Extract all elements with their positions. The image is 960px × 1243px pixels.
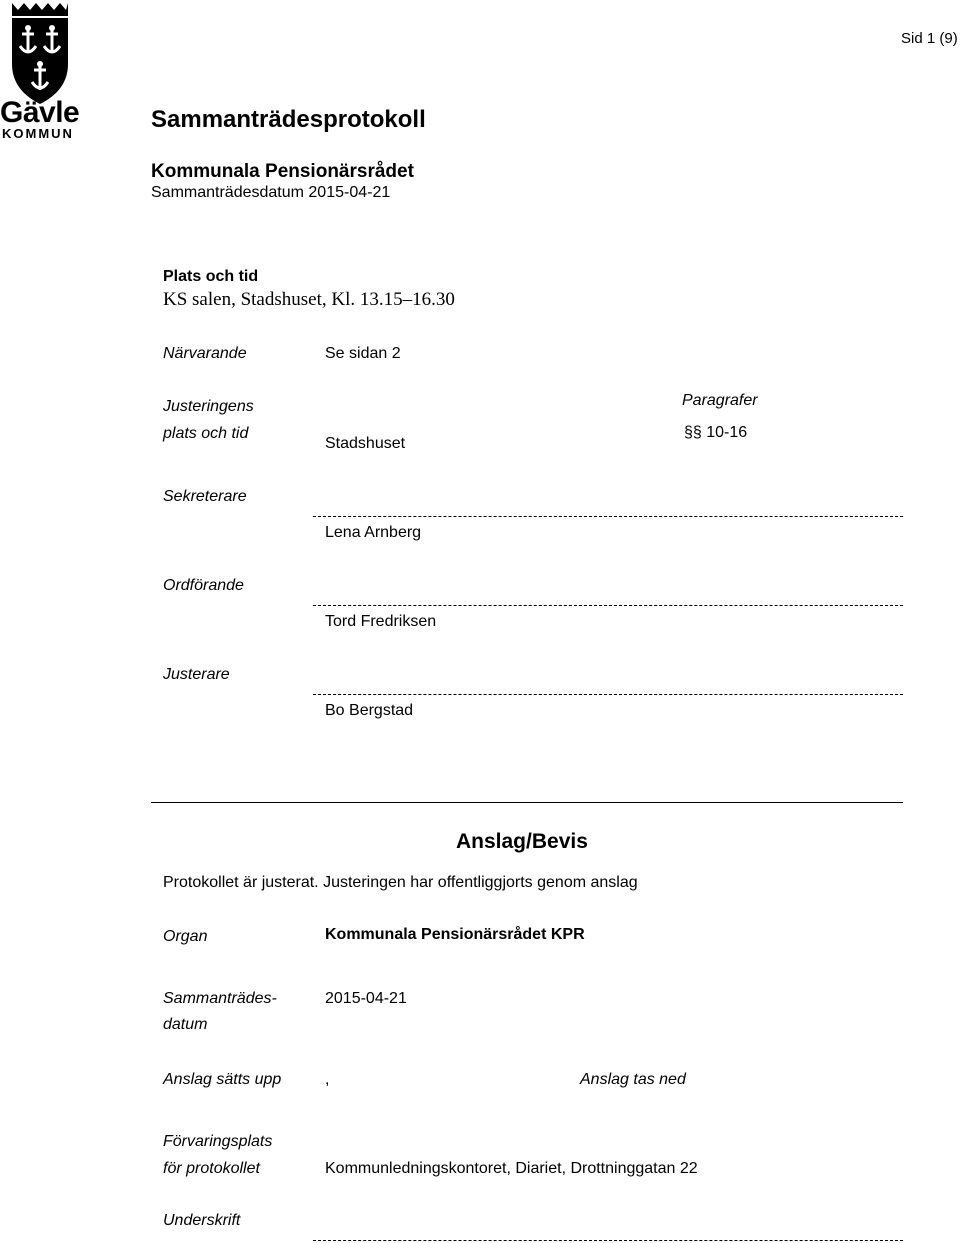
- storage-label-2: för protokollet: [163, 1160, 260, 1177]
- storage-value: Kommunledningskontoret, Diariet, Drottninggatan 22: [325, 1160, 698, 1177]
- signature-line: [313, 605, 903, 606]
- place-time-value: KS salen, Stadshuset, Kl. 13.15–16.30: [163, 289, 455, 310]
- organ-label: Organ: [163, 928, 208, 945]
- logo-name: Gävle: [0, 96, 80, 129]
- signature-line: [313, 694, 903, 695]
- meeting-date-line: Sammanträdesdatum 2015-04-21: [151, 184, 391, 201]
- place-time-label: Plats och tid: [163, 268, 259, 285]
- chairman-label: Ordförande: [163, 577, 244, 594]
- signature-line: [313, 1240, 903, 1241]
- present-label: Närvarande: [163, 345, 247, 362]
- adjustment-value: Stadshuset: [325, 435, 406, 452]
- paragraphs-value: §§ 10-16: [684, 424, 748, 441]
- signature-line: [313, 516, 903, 517]
- date-label-1: Sammanträdes-: [163, 990, 277, 1007]
- adjuster-label: Justerare: [163, 666, 230, 683]
- page-number: Sid 1 (9): [901, 30, 958, 47]
- municipality-logo: [0, 0, 80, 145]
- storage-label-1: Förvaringsplats: [163, 1133, 273, 1150]
- secretary-name: Lena Arnberg: [325, 524, 422, 541]
- organ-value: Kommunala Pensionärsrådet KPR: [325, 926, 585, 943]
- present-value: Se sidan 2: [325, 345, 401, 362]
- posted-value: ,: [325, 1071, 330, 1088]
- date-label-2: datum: [163, 1016, 208, 1033]
- adjuster-name: Bo Bergstad: [325, 702, 414, 719]
- section-divider: [151, 802, 903, 803]
- secretary-label: Sekreterare: [163, 488, 247, 505]
- removed-label: Anslag tas ned: [580, 1071, 686, 1088]
- coat-of-arms-icon: [0, 0, 80, 105]
- adjustment-label-1: Justeringens: [163, 398, 254, 415]
- chairman-name: Tord Fredriksen: [325, 613, 437, 630]
- logo-sub: KOMMUN: [2, 126, 74, 141]
- organ-heading: Kommunala Pensionärsrådet: [151, 161, 414, 182]
- posted-label: Anslag sätts upp: [163, 1071, 282, 1088]
- signature-label: Underskrift: [163, 1212, 241, 1229]
- paragraphs-label: Paragrafer: [682, 392, 758, 409]
- page-title: Sammanträdesprotokoll: [151, 106, 426, 133]
- notice-intro: Protokollet är justerat. Justeringen har offentliggjorts genom anslag: [163, 874, 638, 891]
- adjustment-label-2: plats och tid: [163, 425, 249, 442]
- notice-heading: Anslag/Bevis: [456, 830, 588, 853]
- date-value: 2015-04-21: [325, 990, 407, 1007]
